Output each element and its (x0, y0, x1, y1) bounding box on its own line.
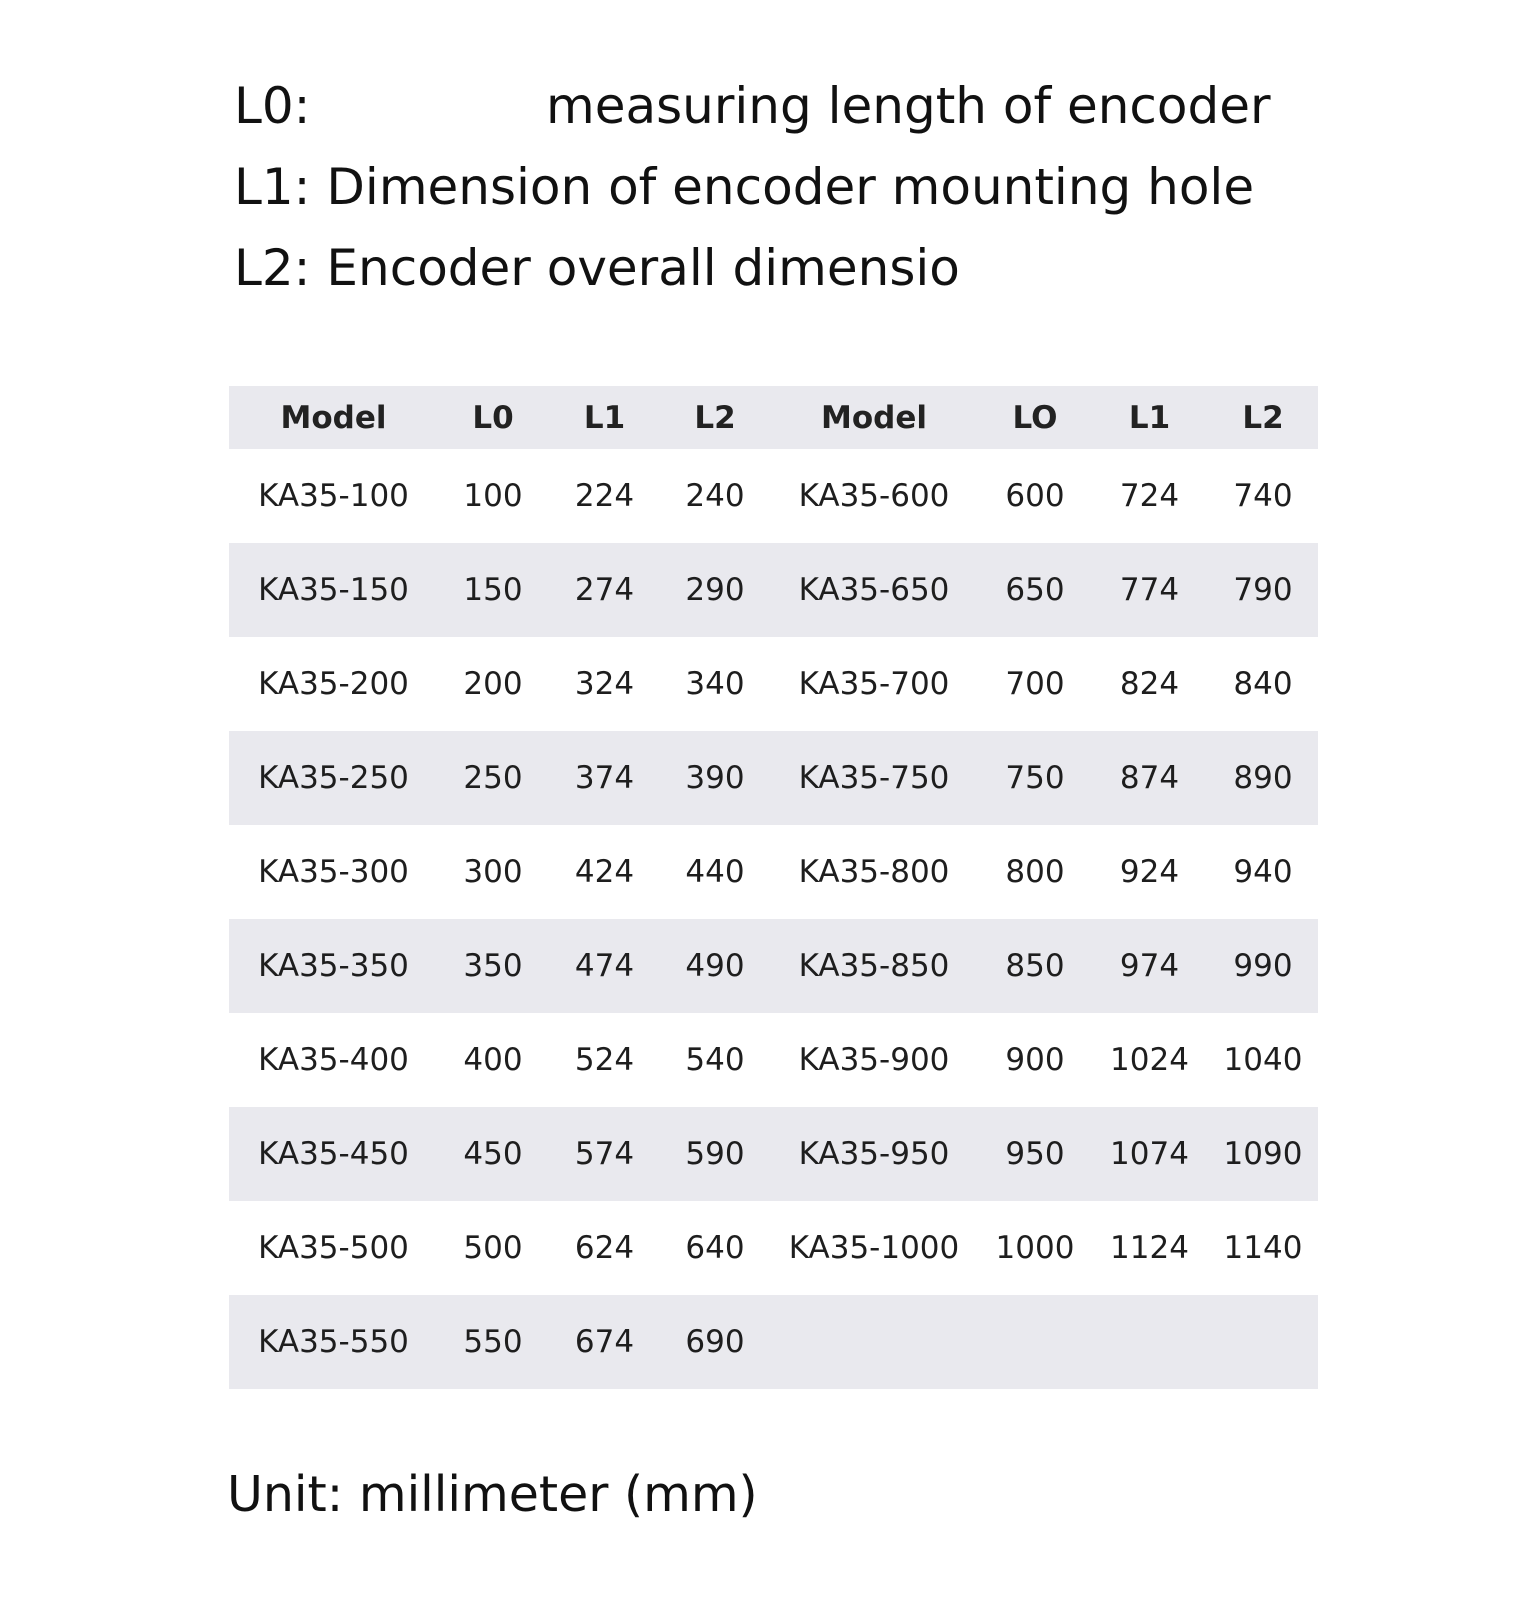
col-header-l0: LO (979, 386, 1091, 449)
table-cell (979, 1295, 1091, 1389)
table-cell: KA35-600 (798, 478, 950, 514)
legend-l1 (234, 147, 1271, 228)
table-cell: 100 (463, 478, 523, 514)
table-cell: 1040 (1223, 1042, 1303, 1078)
table-cell: KA35-900 (798, 1042, 950, 1078)
table-cell: 690 (661, 1295, 769, 1389)
table-cell: 650 (979, 543, 1091, 637)
table-cell: 790 (1208, 543, 1318, 637)
table-cell: 374 (548, 731, 661, 825)
table-cell: 390 (661, 731, 769, 825)
table-cell: KA35-300 (258, 854, 409, 890)
table-cell: 1124 (1110, 1230, 1189, 1266)
table-cell: 1000 (995, 1230, 1075, 1266)
table-cell: 474 (548, 919, 661, 1013)
legend (234, 66, 1271, 309)
table-cell: 990 (1208, 919, 1318, 1013)
table-cell: KA35-350 (229, 919, 438, 1013)
table-cell: 1024 (1110, 1042, 1189, 1078)
table-cell: KA35-850 (769, 919, 979, 1013)
table-cell: 224 (574, 478, 635, 514)
table-cell: 250 (438, 731, 548, 825)
table-cell: 274 (548, 543, 661, 637)
table-row (229, 919, 1318, 1013)
table-cell: 840 (1233, 666, 1293, 702)
table-row (229, 543, 1318, 637)
table-cell: 574 (548, 1107, 661, 1201)
table-cell: KA35-800 (798, 854, 950, 890)
table-cell: KA35-650 (769, 543, 979, 637)
col-header-l1: L1 (1091, 386, 1208, 449)
table-cell: 1074 (1091, 1107, 1208, 1201)
table-cell: KA35-500 (258, 1230, 409, 1266)
legend-key: L1: (234, 158, 311, 216)
table-cell: 700 (1005, 666, 1065, 702)
table-cell: 440 (685, 854, 745, 890)
table-cell: 624 (574, 1230, 635, 1266)
table-cell: KA35-750 (769, 731, 979, 825)
table-cell: 600 (1005, 478, 1065, 514)
legend-key: L0: (234, 77, 311, 135)
table-cell: 724 (1119, 478, 1180, 514)
table-cell: 340 (685, 666, 745, 702)
table-cell: KA35-150 (229, 543, 438, 637)
table-cell: KA35-400 (258, 1042, 409, 1078)
table-cell: 800 (1005, 854, 1065, 890)
table-cell: 200 (463, 666, 523, 702)
table-cell: 550 (438, 1295, 548, 1389)
legend-key: L2: (234, 239, 311, 297)
col-header-l0: L0 (438, 386, 548, 449)
table-cell (769, 1295, 979, 1389)
table-cell: 450 (438, 1107, 548, 1201)
table-cell: 740 (1233, 478, 1293, 514)
spec-table (229, 386, 1318, 1389)
table-cell: KA35-550 (229, 1295, 438, 1389)
table-cell: 424 (574, 854, 635, 890)
table-row (229, 1295, 1318, 1389)
table-row (229, 825, 1318, 919)
table-cell: 1140 (1223, 1230, 1303, 1266)
table-body (229, 449, 1318, 1389)
legend-l2 (234, 228, 1271, 309)
table-cell: KA35-450 (229, 1107, 438, 1201)
table-header-row (229, 386, 1318, 449)
table-cell: 900 (1005, 1042, 1065, 1078)
table-cell: KA35-1000 (788, 1230, 960, 1266)
table-cell: 640 (685, 1230, 745, 1266)
table-cell: 540 (685, 1042, 745, 1078)
legend-text: Dimension of encoder mounting hole (326, 158, 1255, 216)
table-row (229, 449, 1318, 543)
table-cell: 324 (574, 666, 635, 702)
table-cell: 300 (463, 854, 523, 890)
table-cell: 940 (1233, 854, 1293, 890)
col-header-l2: L2 (661, 386, 769, 449)
table-cell: 750 (979, 731, 1091, 825)
table-cell: 240 (685, 478, 745, 514)
table-cell: 290 (661, 543, 769, 637)
table-cell: 674 (548, 1295, 661, 1389)
table-cell: 774 (1091, 543, 1208, 637)
table-cell: KA35-200 (258, 666, 409, 702)
legend-text: measuring length of encoder (546, 77, 1271, 135)
table-cell: KA35-950 (769, 1107, 979, 1201)
table-cell: 824 (1119, 666, 1180, 702)
legend-text: Encoder overall dimensio (326, 239, 960, 297)
table-row (229, 731, 1318, 825)
table-cell: 490 (661, 919, 769, 1013)
table-cell: 400 (463, 1042, 523, 1078)
table-cell: 974 (1091, 919, 1208, 1013)
unit-note: Unit: millimeter (mm) (227, 1466, 758, 1523)
col-header-l2: L2 (1208, 386, 1318, 449)
table-cell: 890 (1208, 731, 1318, 825)
table-row (229, 1107, 1318, 1201)
table-cell: 500 (463, 1230, 523, 1266)
col-header-model: Model (229, 386, 438, 449)
table-row (229, 637, 1318, 731)
table-cell (1208, 1295, 1318, 1389)
table-cell: 524 (574, 1042, 635, 1078)
table-cell: 874 (1091, 731, 1208, 825)
table-cell: 350 (438, 919, 548, 1013)
table-cell (1091, 1295, 1208, 1389)
table-row (229, 1201, 1318, 1295)
table-cell: KA35-250 (229, 731, 438, 825)
table-cell: KA35-700 (798, 666, 950, 702)
table-cell: 924 (1119, 854, 1180, 890)
table-row (229, 1013, 1318, 1107)
table-cell: 590 (661, 1107, 769, 1201)
table-cell: 850 (979, 919, 1091, 1013)
col-header-l1: L1 (548, 386, 661, 449)
legend-l0 (234, 66, 1271, 147)
table-cell: 950 (979, 1107, 1091, 1201)
table-cell: 150 (438, 543, 548, 637)
col-header-model: Model (769, 386, 979, 449)
table-cell: KA35-100 (258, 478, 409, 514)
table-cell: 1090 (1208, 1107, 1318, 1201)
